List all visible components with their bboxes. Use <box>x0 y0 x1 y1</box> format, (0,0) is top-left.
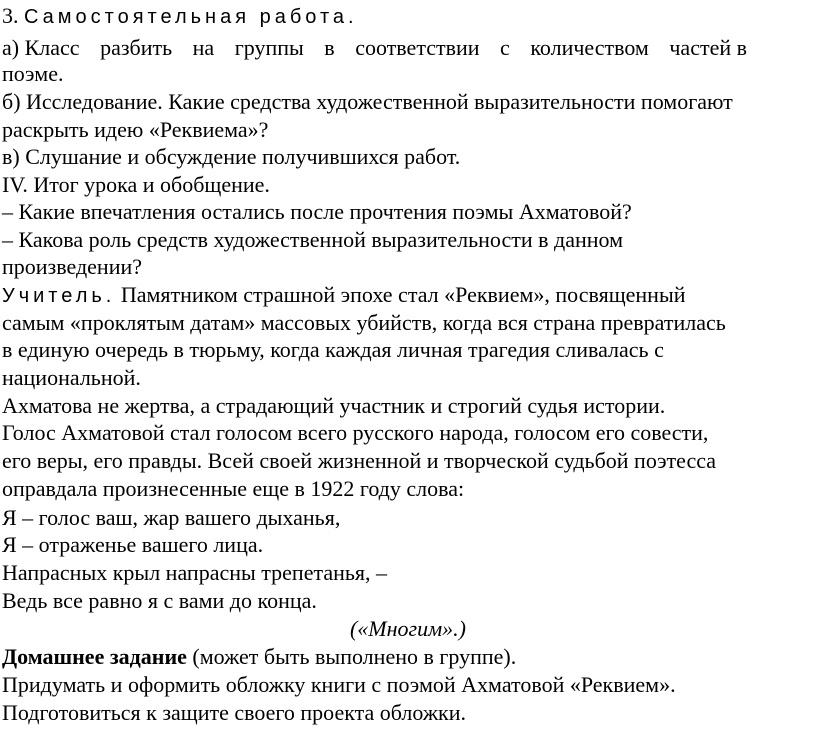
poem-line: Я – голос ваш, жар вашего дыханья, <box>2 505 341 530</box>
task-b-line-2: раскрыть идею «Реквиема»? <box>2 117 269 142</box>
poem-source: («Многим».) <box>349 616 466 641</box>
task-a-word: группы <box>234 35 304 60</box>
homework-note: (может быть выполнено в группе). <box>186 644 517 669</box>
section-iv-heading: IV. Итог урока и обобщение. <box>2 172 270 197</box>
paragraph-voice-line-1: Голос Ахматовой стал голосом всего русского народа, голосом его совести, <box>2 420 709 445</box>
task-c: в) Слушание и обсуждение получившихся работ. <box>2 144 461 169</box>
task-a-line-1 <box>2 34 747 62</box>
paragraph-voice-line-2: его веры, его правды. Всей своей жизненной и творческой судьбой поэтесса <box>2 448 717 473</box>
poem-line: Я – отраженье вашего лица. <box>2 532 264 557</box>
question-1: – Какие впечатления остались после прочтения поэмы Ахматовой? <box>2 199 632 224</box>
teacher-line-3: в единую очередь в тюрьму, когда каждая личная трагедия сливалась с <box>2 337 664 362</box>
paragraph-victim: Ахматова не жертва, а страдающий участник и строгий судья истории. <box>2 393 666 418</box>
poem-line: Ведь все равно я с вами до конца. <box>2 588 317 613</box>
question-2-line-1: – Какова роль средств художественной выразительности в данном <box>2 227 624 252</box>
task-a-word: в <box>324 35 335 60</box>
paragraph-voice-line-3: оправдала произнесенные еще в 1922 году слова: <box>2 476 465 501</box>
teacher-line-1 <box>2 281 686 309</box>
task-a-word: соответствии <box>355 35 480 60</box>
section-title: Самостоятельная работа. <box>24 6 358 28</box>
section-heading-independent-work <box>2 2 358 30</box>
task-b-line-1: б) Исследование. Какие средства художественной выразительности помогают <box>2 89 733 114</box>
homework-line-2: Придумать и оформить обложку книги с поэмой Ахматовой «Реквием». <box>2 672 676 697</box>
teacher-line-2: самым «проклятым датам» массовых убийств, когда вся страна превратилась <box>2 310 726 335</box>
task-a-word: количеством <box>530 35 649 60</box>
teacher-label: Учитель. <box>2 285 116 307</box>
task-a-word: с <box>500 35 510 60</box>
homework-label: Домашнее задание <box>2 644 187 669</box>
section-number: 3. <box>2 3 24 28</box>
task-a-line-2: поэме. <box>2 61 64 86</box>
task-a-word: разбить <box>100 35 173 60</box>
task-a-word: а) Класс <box>2 35 80 60</box>
teacher-line-4: национальной. <box>2 365 141 390</box>
task-a-word: на <box>192 35 215 60</box>
teacher-text: Памятником страшной эпохе стал «Реквием», посвященный <box>115 282 686 307</box>
question-2-line-2: произведении? <box>2 254 143 279</box>
homework-line-1 <box>2 643 516 671</box>
poem-line: Напрасных крыл напрасны трепетанья, – <box>2 560 388 585</box>
homework-line-3: Подготовиться к защите своего проекта обложки. <box>2 700 466 725</box>
task-a-word: частей в <box>669 35 747 60</box>
